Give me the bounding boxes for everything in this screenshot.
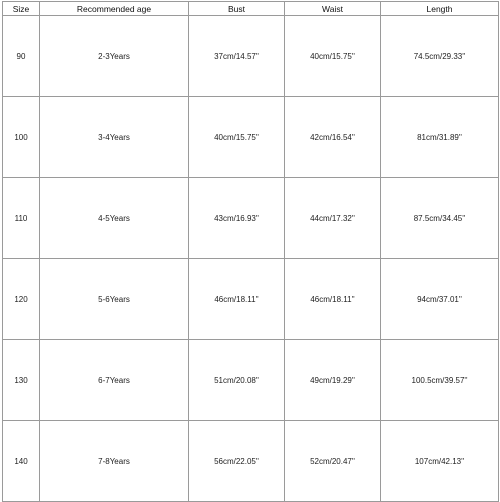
cell-bust: 43cm/16.93'' xyxy=(189,178,285,259)
table-row xyxy=(3,259,499,340)
cell-waist: 40cm/15.75'' xyxy=(285,16,381,97)
cell-bust: 46cm/18.11'' xyxy=(189,259,285,340)
size-chart-table xyxy=(2,1,499,502)
cell-length: 74.5cm/29.33'' xyxy=(381,16,499,97)
cell-waist: 44cm/17.32'' xyxy=(285,178,381,259)
table-row xyxy=(3,340,499,421)
cell-size: 120 xyxy=(3,259,40,340)
cell-recommended-age: 7-8Years xyxy=(40,421,189,502)
cell-length: 100.5cm/39.57'' xyxy=(381,340,499,421)
table-row xyxy=(3,178,499,259)
header-size: Size xyxy=(3,2,40,16)
header-length: Length xyxy=(381,2,499,16)
cell-size: 110 xyxy=(3,178,40,259)
cell-waist: 49cm/19.29'' xyxy=(285,340,381,421)
cell-waist: 46cm/18.11'' xyxy=(285,259,381,340)
cell-bust: 51cm/20.08'' xyxy=(189,340,285,421)
cell-size: 90 xyxy=(3,16,40,97)
cell-bust: 37cm/14.57'' xyxy=(189,16,285,97)
header-row xyxy=(3,2,499,16)
header-bust: Bust xyxy=(189,2,285,16)
cell-recommended-age: 4-5Years xyxy=(40,178,189,259)
cell-waist: 42cm/16.54'' xyxy=(285,97,381,178)
cell-recommended-age: 5-6Years xyxy=(40,259,189,340)
cell-length: 94cm/37.01'' xyxy=(381,259,499,340)
header-waist: Waist xyxy=(285,2,381,16)
cell-bust: 40cm/15.75'' xyxy=(189,97,285,178)
cell-length: 81cm/31.89'' xyxy=(381,97,499,178)
cell-waist: 52cm/20.47'' xyxy=(285,421,381,502)
cell-length: 107cm/42.13'' xyxy=(381,421,499,502)
cell-recommended-age: 6-7Years xyxy=(40,340,189,421)
cell-recommended-age: 3-4Years xyxy=(40,97,189,178)
cell-size: 130 xyxy=(3,340,40,421)
table-row xyxy=(3,16,499,97)
cell-recommended-age: 2-3Years xyxy=(40,16,189,97)
cell-bust: 56cm/22.05'' xyxy=(189,421,285,502)
cell-length: 87.5cm/34.45'' xyxy=(381,178,499,259)
cell-size: 140 xyxy=(3,421,40,502)
header-recommended-age: Recommended age xyxy=(40,2,189,16)
table-row xyxy=(3,421,499,502)
cell-size: 100 xyxy=(3,97,40,178)
table-row xyxy=(3,97,499,178)
